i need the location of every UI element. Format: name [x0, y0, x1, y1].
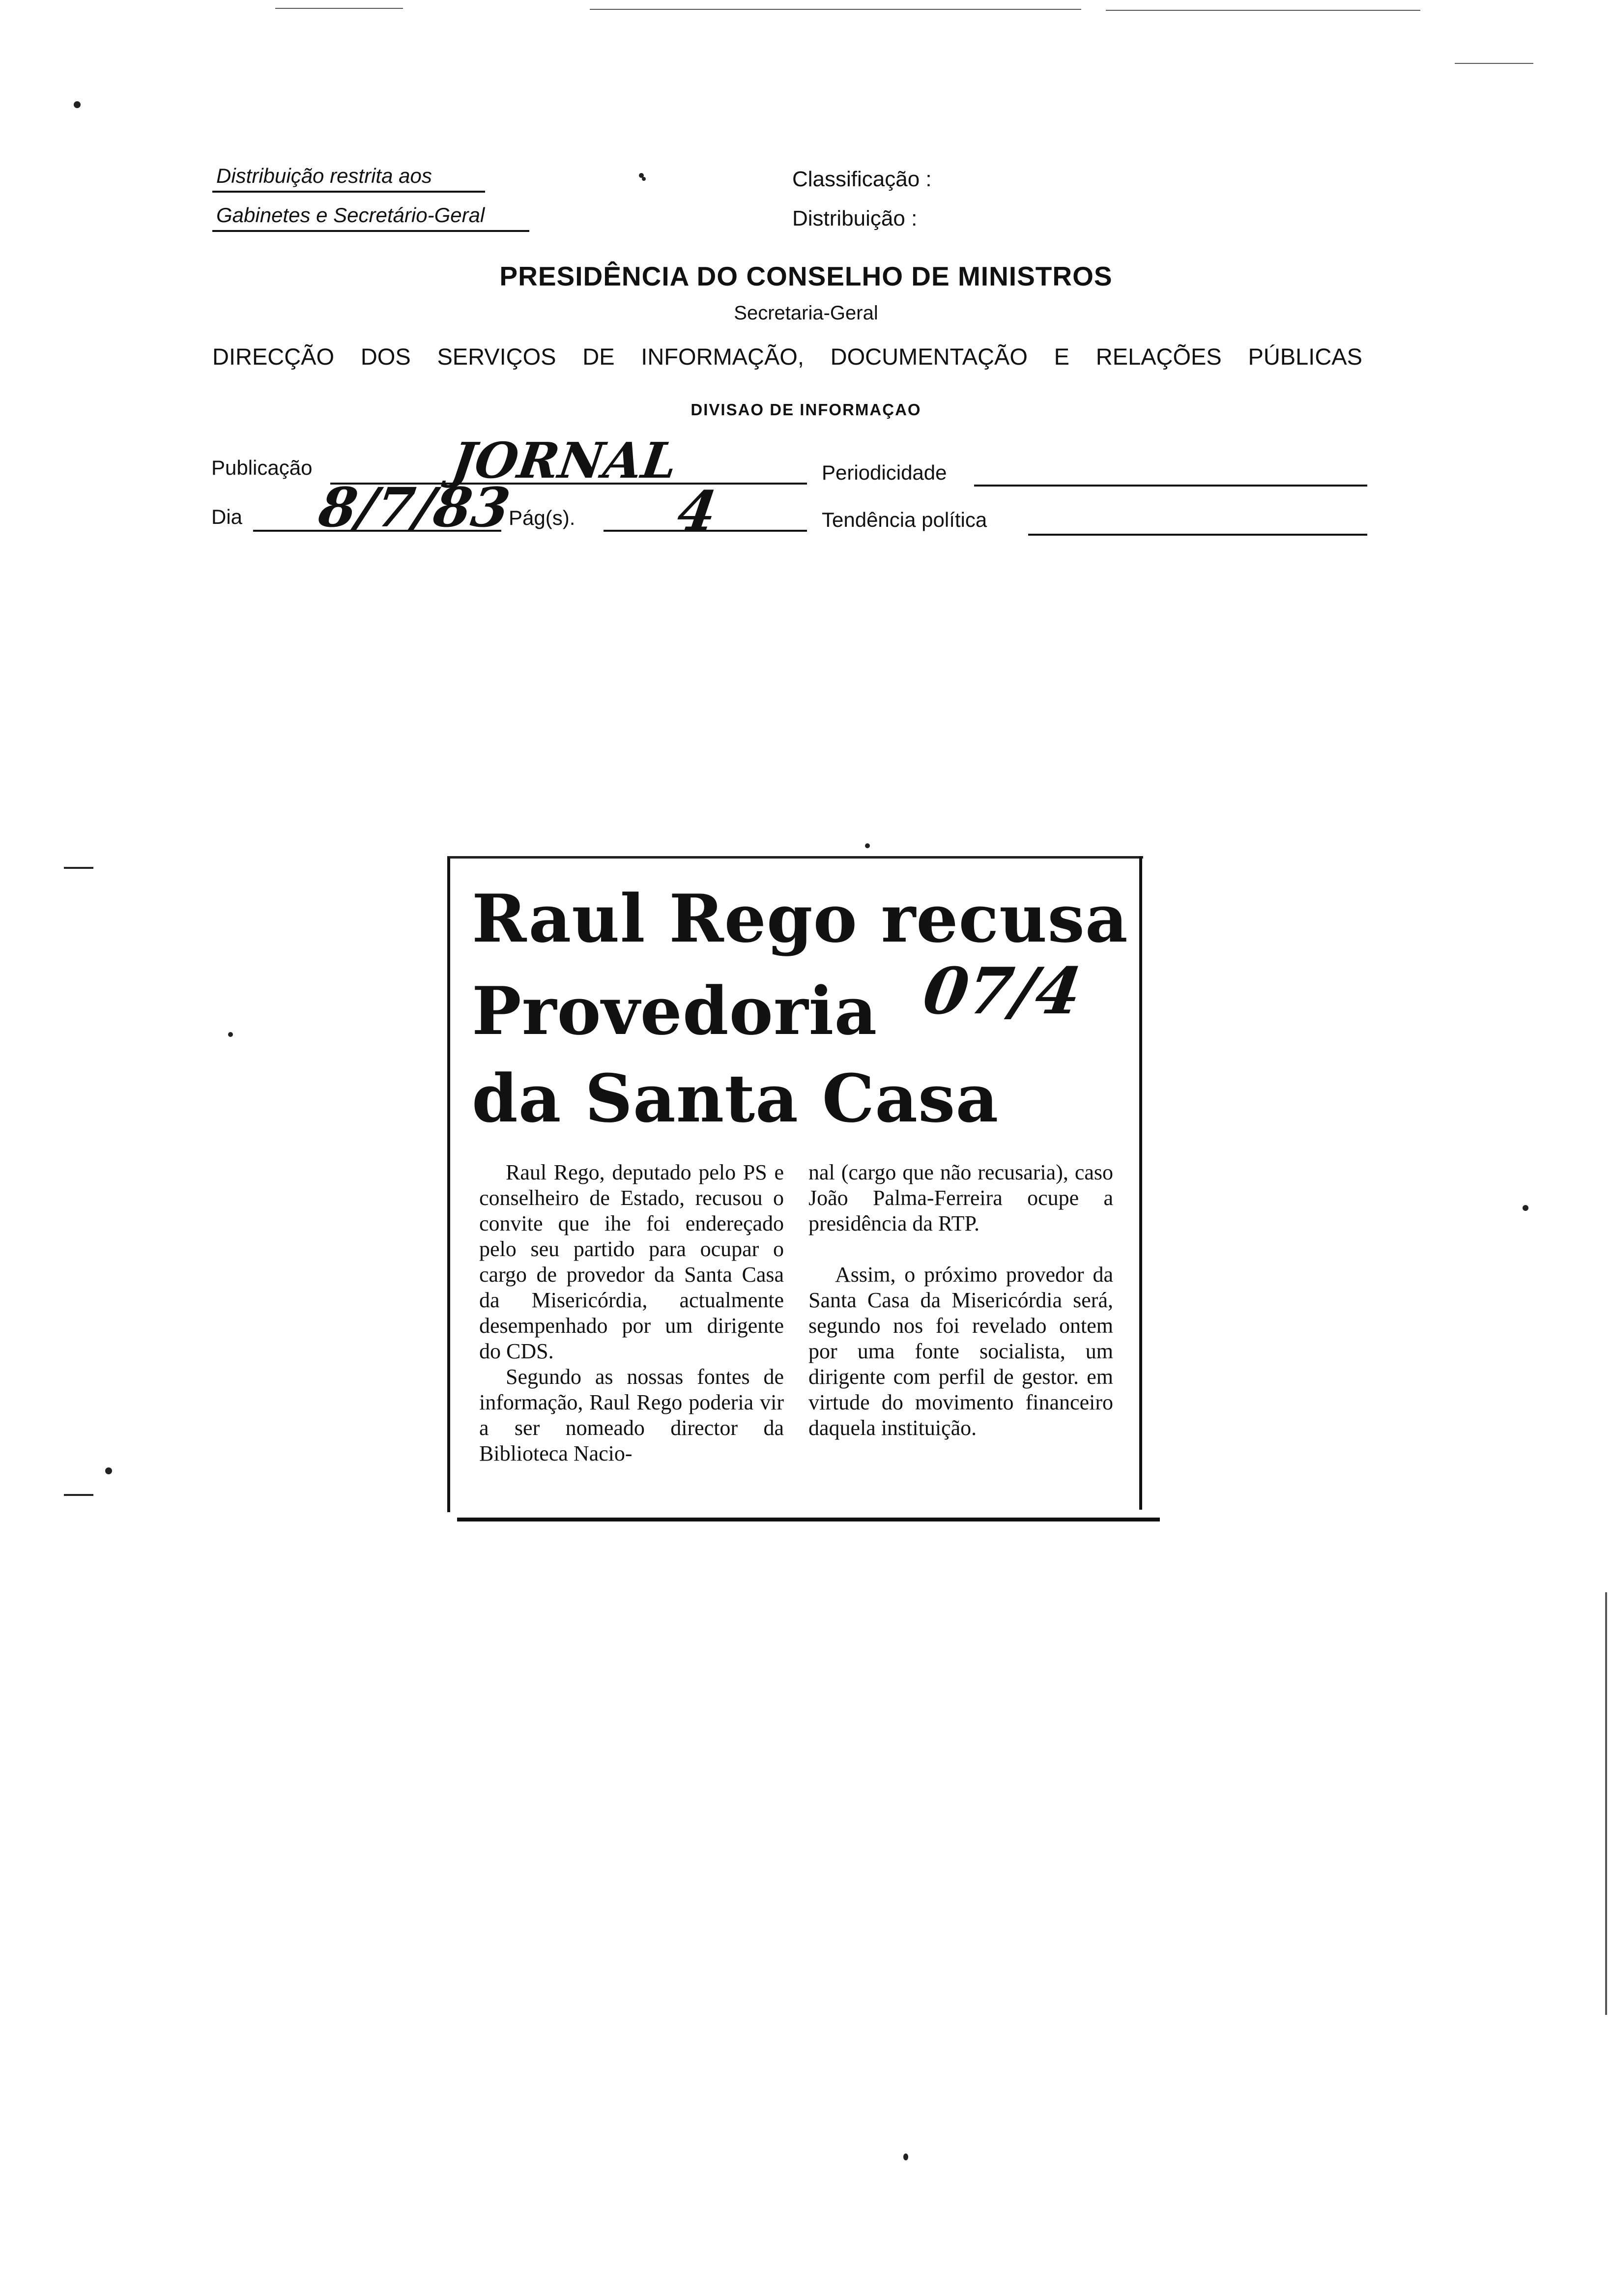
restriction-underline [212, 191, 485, 193]
organization-title: PRESIDÊNCIA DO CONSELHO DE MINISTROS [499, 261, 1113, 291]
scan-edge-line [275, 8, 403, 9]
classification-label: Classificação : [792, 167, 932, 191]
organization-subtitle: Secretaria-Geral [734, 302, 878, 324]
article-paragraph: Assim, o próximo provedor da Santa Casa da Misericórdia será, segundo nos foi revelado ontem por uma fonte socialista, um dirigente com perfil de gestor. em virtude do movimento financeiro daquela instituição. [808, 1263, 1113, 1440]
scan-speck [903, 2153, 908, 2160]
article-paragraph: nal (cargo que não recusaria), caso João Palma-Ferreira ocupe a presidência da RTP. [808, 1160, 1113, 1235]
scan-speck [105, 1467, 112, 1474]
direction-word: E [1054, 344, 1070, 370]
headline-line-1: Raul Rego recusa [472, 880, 1128, 957]
headline-line-2: Provedoria [472, 972, 878, 1050]
direction-word: RELAÇÕES [1095, 344, 1222, 370]
scan-speck [64, 867, 93, 869]
page-label: Pág(s). [509, 506, 576, 529]
division-title: DIVISAO DE INFORMAÇAO [691, 401, 921, 419]
scan-speck [74, 101, 81, 108]
scan-edge-line [1605, 1592, 1607, 2015]
political-tendency-label: Tendência política [822, 508, 987, 531]
handwritten-annotation: 07/4 [919, 953, 1086, 1029]
article-column-1 [479, 1160, 784, 1466]
scan-edge-line [1106, 10, 1420, 11]
direction-word: DOCUMENTAÇÃO [830, 344, 1028, 370]
publication-label: Publicação [211, 456, 313, 479]
scan-speck [1523, 1205, 1528, 1211]
article-paragraph: Raul Rego, deputado pelo PS e conselheiro de Estado, recusou o convite que ihe foi endereçado pelo seu partido para ocupar o cargo de provedor da Santa Casa da Misericórdia, actualmente desempenhado por um dirigente do CDS. [479, 1160, 784, 1363]
scan-speck [228, 1032, 233, 1037]
direction-word: SERVIÇOS [437, 344, 556, 370]
article-column-2 [808, 1160, 1113, 1441]
restriction-line-2: Gabinetes e Secretário-Geral [216, 203, 485, 227]
clipping-bottom-border [457, 1518, 1160, 1521]
distribution-label: Distribuição : [792, 206, 918, 230]
restriction-underline [212, 230, 529, 232]
clipping-right-border [1139, 856, 1142, 1510]
direction-word: DOS [360, 344, 411, 370]
scan-speck [64, 1494, 93, 1496]
day-label: Dia [211, 505, 243, 528]
scan-speck [642, 177, 646, 181]
publication-value: JORNAL [448, 431, 681, 489]
headline-line-3: da Santa Casa [472, 1060, 999, 1137]
political-tendency-line [1028, 534, 1367, 536]
direction-word: DE [582, 344, 615, 370]
scan-edge-line [590, 9, 1081, 10]
direction-title [212, 343, 1362, 370]
scan-edge-line [1455, 63, 1533, 64]
article-paragraph: Segundo as nossas fontes de informação, Raul Rego poderia vir a ser nomeado director da Biblioteca Nacio- [479, 1365, 784, 1465]
direction-word: INFORMAÇÃO, [641, 344, 804, 370]
restriction-line-1: Distribuição restrita aos [216, 164, 432, 187]
direction-word: PÚBLICAS [1248, 344, 1362, 370]
periodicity-label: Periodicidade [822, 461, 947, 484]
page-value: 4 [673, 479, 720, 543]
direction-word: DIRECÇÃO [212, 344, 335, 370]
periodicity-line [974, 485, 1367, 487]
day-value: 8/7/83 [315, 476, 514, 539]
scan-speck [865, 843, 870, 848]
